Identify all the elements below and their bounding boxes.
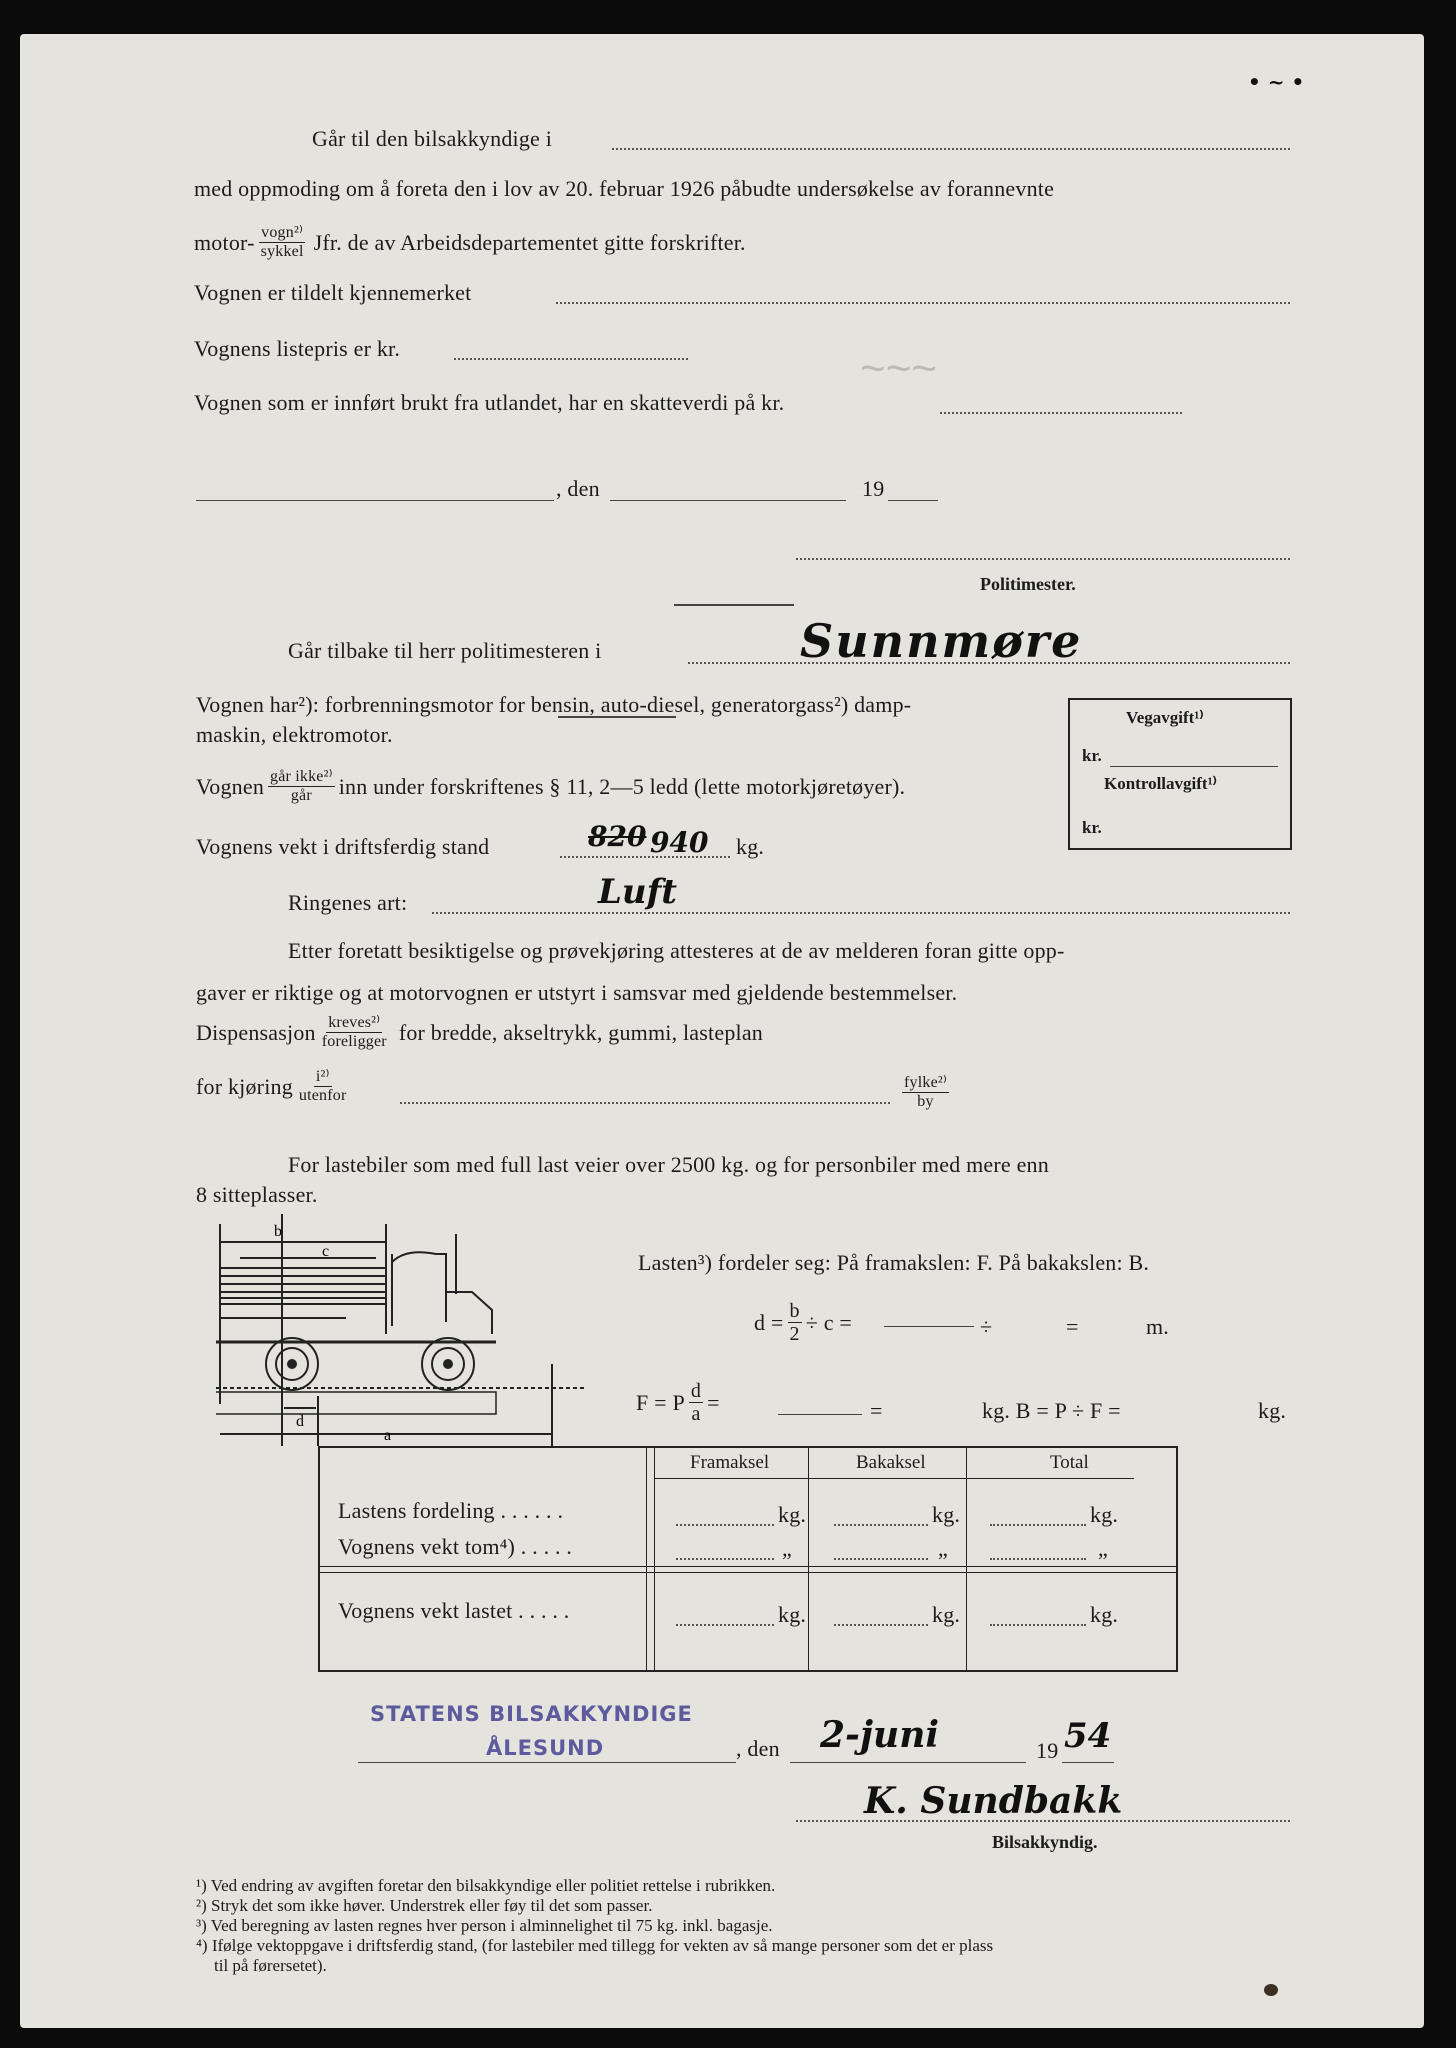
row-vekt-lastet: Vognens vekt lastet . . . . .	[338, 1598, 570, 1623]
vegavgift-field[interactable]	[1110, 766, 1278, 767]
motor-line-2: maskin, elektromotor.	[196, 722, 393, 747]
section-divider	[674, 604, 794, 606]
col-bakaksel: Bakaksel	[856, 1452, 926, 1473]
fee-box	[1068, 698, 1292, 850]
header-line-1: Går til den bilsakkyndige i	[312, 126, 553, 151]
kontrollavgift-kr: kr.	[1082, 818, 1102, 837]
year-field[interactable]	[888, 500, 938, 501]
header-line-2: med oppmoding om å foreta den i lov av 20. februar 1926 påbudte undersøkelse av forannevnte	[194, 176, 1055, 201]
fraction-numerator: i²⁾	[315, 1068, 330, 1085]
gaar-fraction	[268, 768, 335, 805]
vegavgift-label: Vegavgift¹⁾	[1126, 708, 1204, 727]
signoff-date-hw: 2-juni	[820, 1714, 940, 1756]
load-table	[318, 1446, 1178, 1672]
bleed-through-mark: ~~~	[860, 344, 938, 393]
year-prefix: 19	[862, 476, 885, 501]
table-divider	[654, 1448, 655, 1670]
fraction-denominator: utenfor	[298, 1087, 347, 1104]
vekt-struck-value: 820	[588, 820, 647, 853]
skatteverdi-field[interactable]	[940, 412, 1182, 414]
d-result-equals: =	[1066, 1314, 1079, 1339]
f-equals-2: =	[870, 1398, 883, 1423]
place-signoff-field[interactable]	[358, 1762, 736, 1763]
col-total: Total	[1050, 1452, 1089, 1473]
handwritten-place: Sunnmøre	[800, 614, 1083, 668]
return-label: Går tilbake til herr politimesteren i	[288, 638, 602, 663]
stamp-line-1: STATENS BILSAKKYNDIGE	[370, 1702, 693, 1726]
d-value-field-1[interactable]	[884, 1326, 974, 1327]
diagram-label-c: c	[322, 1243, 330, 1260]
f-rest: =	[707, 1389, 720, 1415]
cell-unit: „	[938, 1536, 948, 1561]
footnote-4-cont: til på førersetet).	[214, 1956, 327, 1975]
cell-unit: kg.	[778, 1602, 807, 1627]
fraction-denominator: 2	[789, 1323, 800, 1345]
cell-unit: kg.	[1090, 1602, 1119, 1627]
col-framaksel: Framaksel	[690, 1452, 770, 1473]
f-formula	[636, 1380, 720, 1425]
footnote-2: ²) Stryk det som ikke høver. Understrek eller føy til det som passer.	[196, 1896, 653, 1915]
diagram-label-b: b	[274, 1223, 282, 1240]
footnote-4: ⁴) Ifølge vektoppgave i driftsferdig stand, (for lastebiler med tillegg for vekten av så mange personer som det er plass	[196, 1936, 994, 1955]
fraction-denominator: går	[290, 787, 312, 804]
ringer-field[interactable]	[432, 912, 1290, 914]
dispensasjon-line	[196, 1014, 763, 1051]
footnote-1: ¹) Ved endring av avgiften foretar den bilsakkyndige eller politiet rettelse i rubrikken.	[196, 1876, 776, 1895]
laste-line-1: For lastebiler som med full last veier over 2500 kg. og for personbiler med mere enn	[288, 1152, 1049, 1177]
cell-unit: kg.	[932, 1502, 961, 1527]
laste-line-2: 8 sitteplasser.	[196, 1182, 318, 1207]
cell-unit: kg.	[778, 1502, 807, 1527]
signoff-year-prefix: 19	[1036, 1738, 1059, 1763]
kjennemerke-label: Vognen er tildelt kjennemerket	[194, 280, 472, 305]
dispensasjon-prefix: Dispensasjon	[196, 1019, 316, 1045]
truck-diagram	[196, 1214, 586, 1456]
row-lastens-fordeling: Lastens fordeling . . . . . .	[338, 1498, 564, 1523]
attest-line-2: gaver er riktige og at motorvognen er utstyrt i samsvar med gjeldende bestemmelser.	[196, 980, 958, 1005]
diagram-label-d: d	[296, 1413, 304, 1430]
row-vekt-tom: Vognens vekt tom⁴) . . . . .	[338, 1534, 573, 1559]
cell-unit: kg.	[1090, 1502, 1119, 1527]
cell-field[interactable]	[834, 1524, 928, 1526]
place-field[interactable]	[196, 500, 554, 501]
kreves-fraction	[320, 1014, 389, 1051]
cell-field[interactable]	[990, 1624, 1086, 1626]
d-divide: ÷	[980, 1314, 993, 1339]
vekt-value: 940	[650, 826, 709, 859]
politimester-signature-field[interactable]	[796, 558, 1290, 560]
fraction-numerator: b	[789, 1300, 800, 1322]
kontrollavgift-label: Kontrollavgift¹⁾	[1104, 774, 1217, 793]
bilsakkyndige-place-field[interactable]	[612, 148, 1290, 150]
cell-field[interactable]	[676, 1558, 774, 1560]
vekt-label: Vognens vekt i driftsferdig stand	[196, 834, 490, 859]
signoff-year-field[interactable]	[1062, 1762, 1114, 1763]
fraction-numerator: kreves²⁾	[328, 1014, 381, 1031]
cell-field[interactable]	[676, 1524, 774, 1526]
fraction-denominator: foreligger	[321, 1033, 387, 1050]
f-equals: F = P	[636, 1389, 685, 1415]
vogn-sykkel-fraction	[259, 224, 306, 261]
cell-unit: „	[1098, 1536, 1108, 1561]
fraction-numerator: går ikke²⁾	[270, 768, 333, 785]
fraction-numerator: fylke²⁾	[904, 1074, 948, 1091]
kjoring-line	[196, 1068, 353, 1105]
signoff-den: , den	[736, 1736, 780, 1761]
fraction-denominator: a	[691, 1403, 701, 1425]
cell-field[interactable]	[834, 1558, 928, 1560]
cell-field[interactable]	[990, 1524, 1086, 1526]
b-formula: kg. B = P ÷ F =	[982, 1398, 1121, 1423]
signature-hw: K. Sundbakk	[864, 1780, 1123, 1822]
fraction-numerator: vogn²⁾	[261, 224, 304, 241]
motor-line-1: Vognen har²): forbrenningsmotor for bensin, auto-diesel, generatorgass²) damp-	[196, 692, 912, 717]
listepris-field[interactable]	[454, 358, 688, 360]
fraction-denominator: sykkel	[260, 243, 304, 260]
fylke-by	[898, 1074, 953, 1111]
cell-field[interactable]	[834, 1624, 928, 1626]
listepris-label: Vognens listepris er kr.	[194, 336, 401, 361]
document-page	[20, 34, 1424, 2028]
date-field[interactable]	[610, 500, 846, 501]
kjoring-field[interactable]	[400, 1102, 890, 1104]
corner-mark: • ~ •	[1248, 70, 1305, 94]
d-equals: d =	[754, 1309, 784, 1335]
vegavgift-kr: kr.	[1082, 746, 1102, 765]
b-unit: kg.	[1258, 1398, 1287, 1423]
footnote-3: ³) Ved beregning av lasten regnes hver person i alminnelighet til 75 kg. inkl. bagasje.	[196, 1916, 773, 1935]
politimester-label: Politimester.	[980, 574, 1076, 594]
ringer-label: Ringenes art:	[288, 890, 408, 915]
kjennemerke-field[interactable]	[556, 302, 1290, 304]
motor-prefix: motor-	[194, 229, 255, 255]
cell-unit: „	[782, 1536, 792, 1561]
table-header-rule	[654, 1478, 1134, 1479]
diagram-label-a: a	[384, 1427, 392, 1444]
f-value-field[interactable]	[778, 1414, 862, 1415]
cell-field[interactable]	[990, 1558, 1086, 1560]
i-utenfor-fraction	[297, 1068, 349, 1105]
den-label: , den	[556, 476, 600, 501]
attest-line-1: Etter foretatt besiktigelse og prøvekjøring attesteres at de av melderen foran gitte opp-	[288, 938, 1065, 963]
table-divider	[966, 1448, 967, 1670]
vekt-unit: kg.	[736, 834, 765, 859]
b-over-2-fraction	[788, 1300, 802, 1345]
c-equals: ÷ c =	[805, 1309, 852, 1335]
gaar-line	[196, 768, 905, 805]
truck-cab	[386, 1252, 492, 1334]
table-row-rule	[320, 1572, 1176, 1573]
stamp-line-2: ÅLESUND	[486, 1736, 605, 1760]
bilsakkyndig-label: Bilsakkyndig.	[992, 1832, 1098, 1852]
ringer-value: Luft	[598, 872, 677, 912]
d-formula	[754, 1300, 852, 1345]
ink-spot	[1264, 1984, 1278, 1996]
gaar-prefix: Vognen	[196, 773, 265, 799]
table-divider	[646, 1448, 647, 1670]
bensin-underline	[558, 716, 676, 718]
gaar-text: inn under forskriftenes § 11, 2—5 ledd (lette motorkjøretøyer).	[338, 773, 906, 799]
signoff-date-field[interactable]	[790, 1762, 1026, 1763]
cell-field[interactable]	[676, 1624, 774, 1626]
forskrifter-text: Jfr. de av Arbeidsdepartementet gitte forskrifter.	[313, 229, 746, 255]
signoff-year-hw: 54	[1064, 1716, 1112, 1756]
d-over-a-fraction	[689, 1380, 703, 1425]
fraction-denominator: by	[917, 1093, 934, 1110]
lasten-line: Lasten³) fordeler seg: På framakslen: F. På bakakslen: B.	[638, 1250, 1150, 1275]
header-line-3	[194, 224, 746, 261]
table-row-rule	[320, 1566, 1176, 1567]
cell-unit: kg.	[932, 1602, 961, 1627]
d-unit: m.	[1146, 1314, 1170, 1339]
kjoring-prefix: for kjøring	[196, 1073, 293, 1099]
table-divider	[808, 1448, 809, 1670]
dispensasjon-text: for bredde, akseltrykk, gummi, lasteplan	[398, 1019, 763, 1045]
skatteverdi-label: Vognen som er innført brukt fra utlandet, har en skatteverdi på kr.	[194, 390, 785, 415]
fylke-fraction	[902, 1074, 949, 1111]
fraction-numerator: d	[690, 1380, 702, 1402]
